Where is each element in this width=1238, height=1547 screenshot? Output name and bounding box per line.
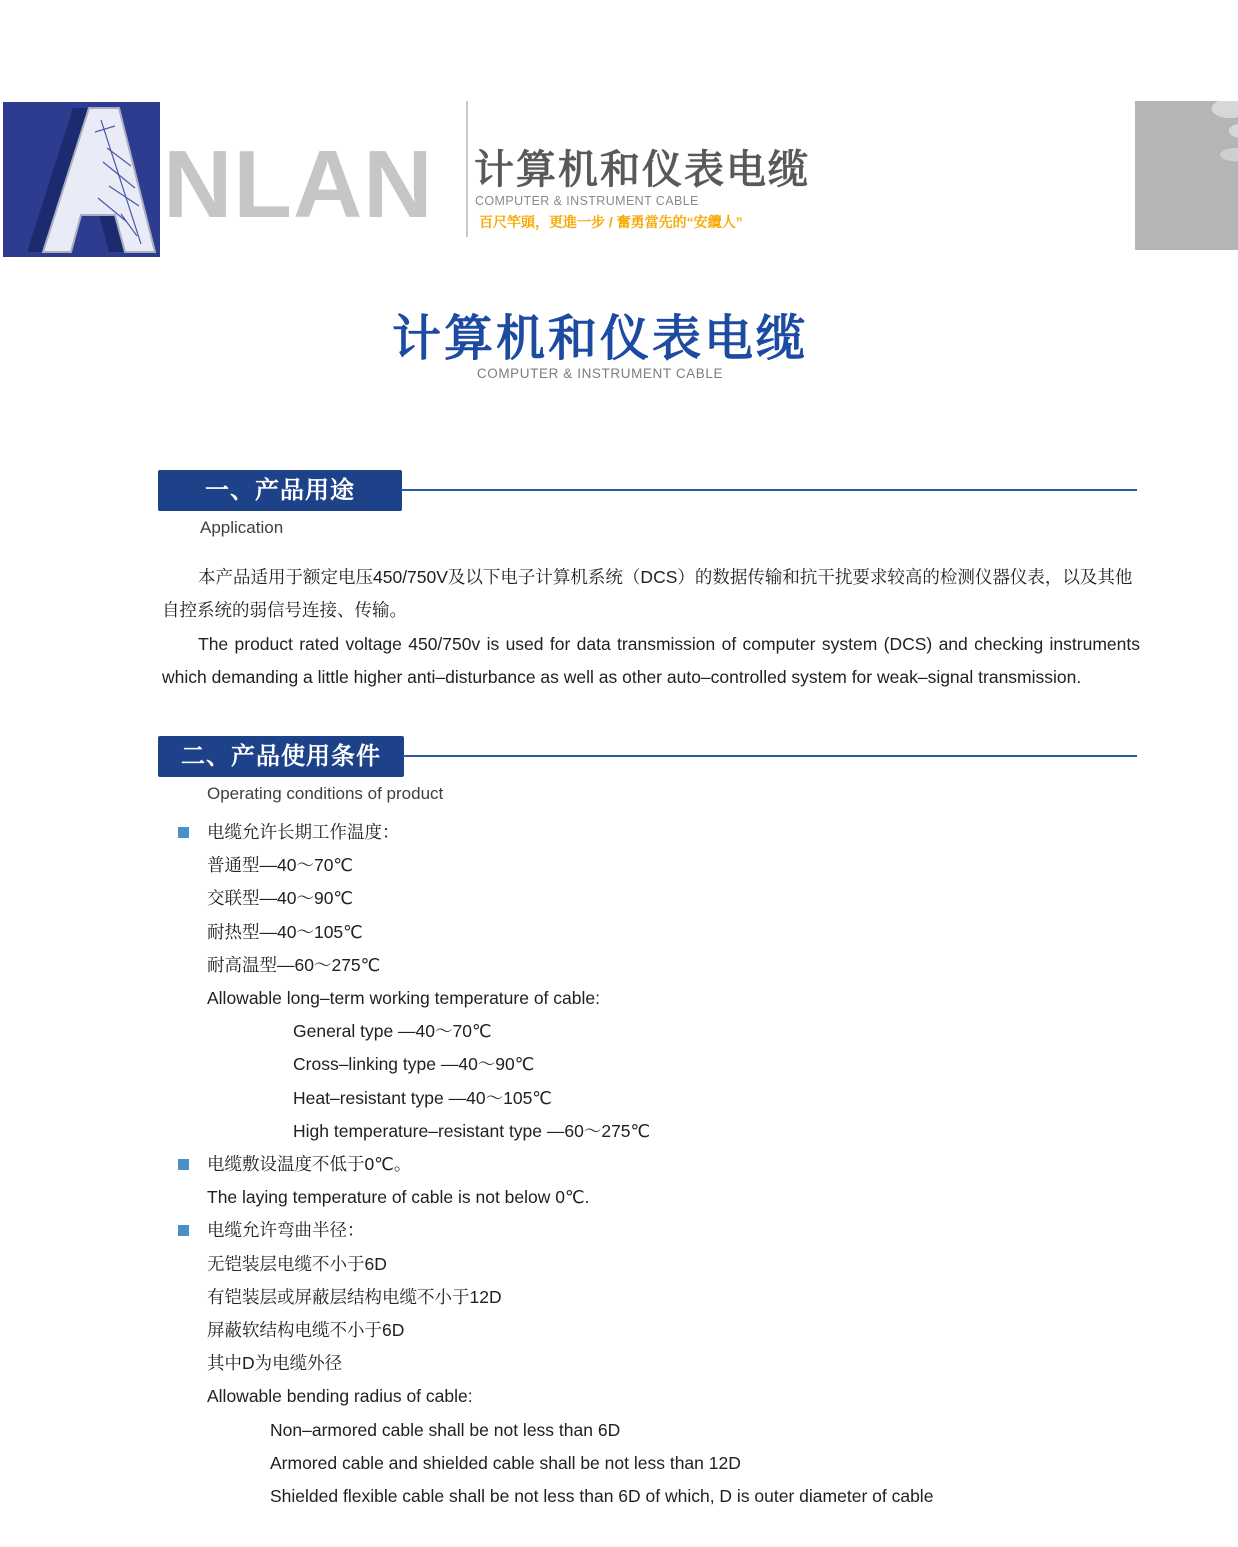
list-item bbox=[270, 1414, 1180, 1447]
list-item-text: Heat–resistant type —40～105℃ bbox=[293, 1087, 552, 1108]
section-2-heading: 二、产品使用条件 bbox=[158, 736, 404, 777]
header-slogan: 百尺竿頭，更進一步 / 奮勇當先的“安纜人” bbox=[479, 214, 743, 230]
list-item bbox=[207, 1380, 1180, 1413]
list-item bbox=[207, 1248, 1180, 1281]
header-divider bbox=[466, 101, 468, 237]
list-item-text: 交联型—40～90℃ bbox=[207, 888, 354, 909]
list-item-text: 电缆允许弯曲半径： bbox=[207, 1220, 365, 1241]
list-item-text: 普通型—40～70℃ bbox=[207, 855, 354, 876]
list-item bbox=[293, 1015, 1180, 1048]
conditions-list bbox=[0, 816, 1180, 1513]
header-product-title-en: COMPUTER & INSTRUMENT CABLE bbox=[475, 194, 699, 208]
list-item-text: 有铠装层或屏蔽层结构电缆不小于12D bbox=[207, 1286, 502, 1307]
application-paragraph-en: The product rated voltage 450/750v is used for data transmission of computer system (DCS) and checking instruments which demanding a little higher anti–disturbance as well as other auto–controlled system for weak–signal transmission. bbox=[162, 634, 1140, 687]
list-item bbox=[207, 916, 1180, 949]
header-product-title-cn: 计算机和仪表电缆 bbox=[474, 148, 810, 192]
list-item bbox=[207, 982, 1180, 1015]
list-item bbox=[293, 1115, 1180, 1148]
list-item bbox=[293, 1048, 1180, 1081]
bullet-square-icon bbox=[178, 1159, 189, 1170]
company-logo bbox=[3, 102, 160, 257]
list-item bbox=[270, 1447, 1180, 1480]
list-item bbox=[207, 882, 1180, 915]
list-item-text: 其中D为电缆外径 bbox=[207, 1353, 343, 1374]
list-item-text: Allowable bending radius of cable: bbox=[207, 1386, 473, 1407]
list-item bbox=[207, 849, 1180, 882]
list-item-text: Cross–linking type —40～90℃ bbox=[293, 1054, 535, 1075]
list-item-text: High temperature–resistant type —60～275℃ bbox=[293, 1120, 651, 1141]
bullet-square-icon bbox=[178, 1225, 189, 1236]
list-item bbox=[207, 816, 1180, 849]
page-title: 计算机和仪表电缆 bbox=[391, 312, 808, 366]
logo-wordmark: NLAN bbox=[163, 131, 434, 238]
list-item-text: Armored cable and shielded cable shall be not less than 12D bbox=[270, 1452, 741, 1473]
application-paragraph-cn: 本产品适用于额定电压450/750V及以下电子计算机系统（DCS）的数据传输和抗干扰要求较高的检测仪器仪表，以及其他自控系统的弱信号连接、传输。 bbox=[162, 567, 1133, 620]
list-item-text: Allowable long–term working temperature of cable: bbox=[207, 988, 600, 1009]
list-item bbox=[270, 1480, 1180, 1513]
list-item-text: General type —40～70℃ bbox=[293, 1021, 492, 1042]
list-item bbox=[207, 1314, 1180, 1347]
list-item-text: 耐高温型—60～275℃ bbox=[207, 954, 381, 975]
list-item-text: 无铠装层电缆不小于6D bbox=[207, 1253, 387, 1274]
list-item-text: 电缆敷设温度不低于0℃。 bbox=[207, 1154, 412, 1175]
list-item bbox=[207, 1148, 1180, 1181]
list-item-text: The laying temperature of cable is not below 0℃. bbox=[207, 1187, 590, 1208]
list-item-text: 屏蔽软结构电缆不小于6D bbox=[207, 1320, 405, 1341]
list-item-text: Shielded flexible cable shall be not less than 6D of which, D is outer diameter of cable bbox=[270, 1486, 934, 1507]
list-item bbox=[207, 949, 1180, 982]
corner-photo-placeholder bbox=[1135, 101, 1238, 250]
list-item-text: Non–armored cable shall be not less than 6D bbox=[270, 1419, 621, 1440]
section-2-subheading: Operating conditions of product bbox=[207, 784, 444, 803]
anlan-a-logo-icon bbox=[3, 102, 160, 257]
list-item bbox=[207, 1347, 1180, 1380]
list-item bbox=[207, 1181, 1180, 1214]
bullet-square-icon bbox=[178, 827, 189, 838]
section-1-heading: 一、产品用途 bbox=[158, 470, 402, 511]
section-1-rule bbox=[401, 489, 1137, 491]
section-1-subheading: Application bbox=[200, 518, 284, 537]
page-subtitle: COMPUTER & INSTRUMENT CABLE bbox=[476, 366, 724, 381]
list-item bbox=[207, 1281, 1180, 1314]
list-item bbox=[207, 1214, 1180, 1247]
section-2-rule bbox=[403, 755, 1137, 757]
list-item-text: 电缆允许长期工作温度： bbox=[207, 822, 400, 842]
list-item bbox=[293, 1082, 1180, 1115]
list-item-text: 耐热型—40～105℃ bbox=[207, 921, 363, 942]
